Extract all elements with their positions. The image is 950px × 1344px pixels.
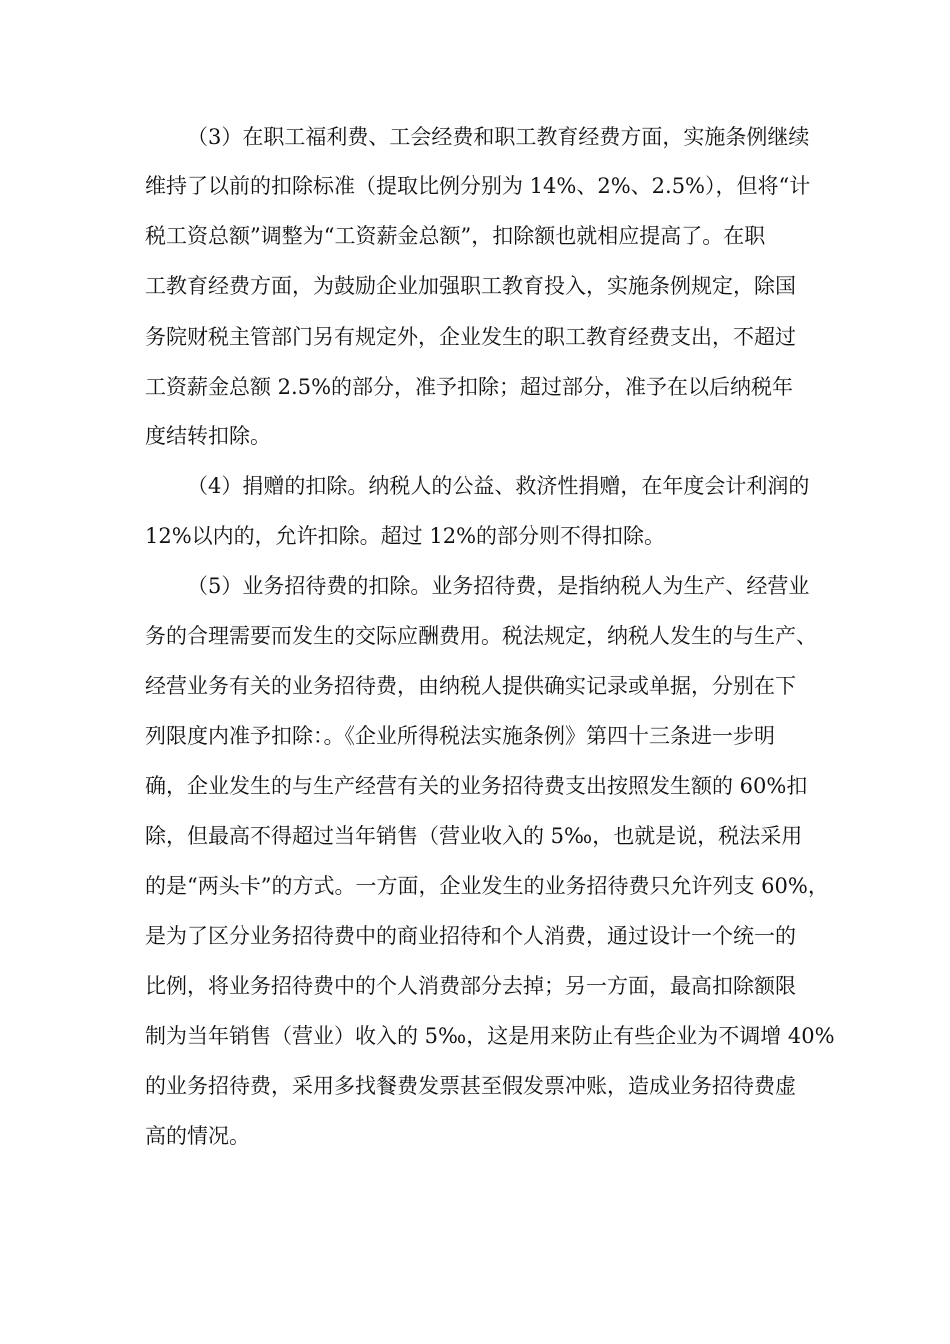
text-line: 制为当年销售（营业）收入的 5‰，这是用来防止有些企业为不调增 40%	[145, 1024, 835, 1048]
text-line: 度结转扣除。	[145, 424, 271, 448]
text-line: 的业务招待费，采用多找餐费发票甚至假发票冲账，造成业务招待费虚	[145, 1074, 796, 1098]
text-line: 确，企业发生的与生产经营有关的业务招待费支出按照发生额的 60%扣	[145, 774, 808, 798]
text-line: 高的情况。	[145, 1124, 250, 1148]
text-line: 比例，将业务招待费中的个人消费部分去掉；另一方面，最高扣除额限	[145, 974, 796, 998]
text-line: 除，但最高不得超过当年销售（营业收入的 5‰，也就是说，税法采用	[145, 824, 803, 848]
text-line: （3）在职工福利费、工会经费和职工教育经费方面，实施条例继续	[187, 125, 810, 149]
text-line: 是为了区分业务招待费中的商业招待和个人消费，通过设计一个统一的	[145, 924, 796, 948]
text-line: （4）捐赠的扣除。纳税人的公益、救济性捐赠，在年度会计利润的	[187, 474, 810, 498]
text-line: 务的合理需要而发生的交际应酬费用。税法规定，纳税人发生的与生产、	[145, 624, 817, 648]
text-line: 12%以内的，允许扣除。超过 12%的部分则不得扣除。	[145, 524, 666, 548]
text-line: 工资薪金总额 2.5%的部分，准予扣除；超过部分，准予在以后纳税年	[145, 375, 794, 399]
text-line: 务院财税主管部门另有规定外，企业发生的职工教育经费支出，不超过	[145, 325, 796, 349]
text-line: 工教育经费方面，为鼓励企业加强职工教育投入，实施条例规定，除国	[145, 274, 796, 298]
text-line: 的是“两头卡”的方式。一方面，企业发生的业务招待费只允许列支 60%，	[145, 874, 829, 898]
text-line: 税工资总额”调整为“工资薪金总额”，扣除额也就相应提高了。在职	[145, 224, 766, 248]
text-line: （5）业务招待费的扣除。业务招待费，是指纳税人为生产、经营业	[187, 574, 810, 598]
text-line: 列限度内准予扣除：。《企业所得税法实施条例》第四十三条进一步明	[145, 724, 775, 748]
text-line: 维持了以前的扣除标准（提取比例分别为 14%、2%、2.5%），但将“计	[145, 174, 811, 198]
text-line: 经营业务有关的业务招待费，由纳税人提供确实记录或单据，分别在下	[145, 674, 796, 698]
